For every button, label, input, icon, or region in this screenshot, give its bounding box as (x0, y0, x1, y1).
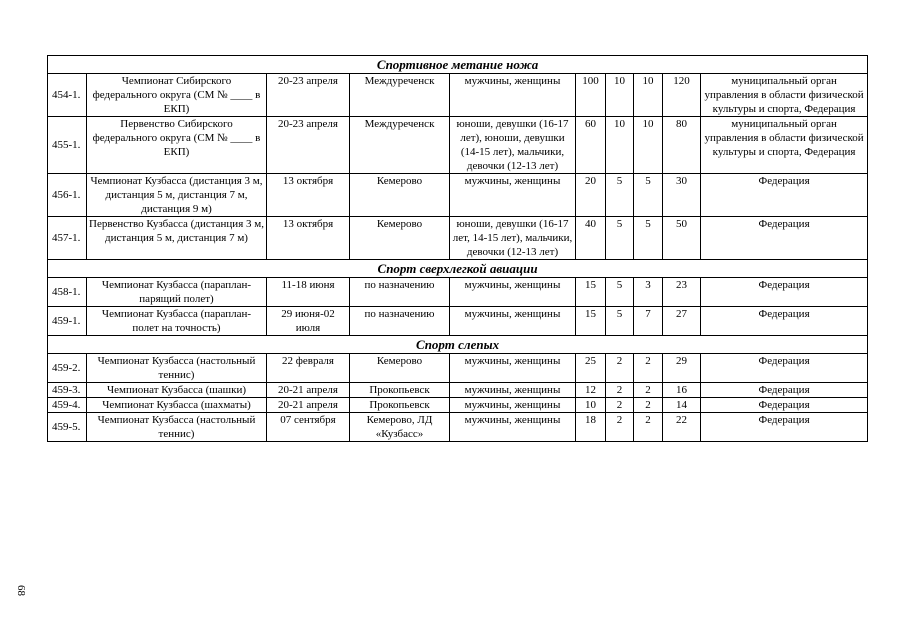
event-place: Прокопьевск (350, 398, 450, 413)
count-athletes: 18 (576, 413, 606, 442)
organizer: Федерация (701, 278, 868, 307)
participants: юноши, девушки (16-17 лет, 14-15 лет), мальчики, девочки (12-13 лет) (450, 217, 576, 260)
event-date: 07 сентября (267, 413, 350, 442)
count-judges: 5 (606, 307, 634, 336)
count-total: 80 (663, 117, 701, 174)
table-row (48, 413, 868, 442)
table-row (48, 383, 868, 398)
count-athletes: 15 (576, 307, 606, 336)
organizer: Федерация (701, 413, 868, 442)
section-title: Спортивное метание ножа (48, 56, 868, 74)
event-name: Первенство Кузбасса (дистанция 3 м, дистанция 5 м, дистанция 7 м) (87, 217, 267, 260)
row-number: 458-1. (48, 278, 87, 307)
row-number: 454-1. (48, 74, 87, 117)
row-number: 457-1. (48, 217, 87, 260)
row-number: 459-2. (48, 354, 87, 383)
count-athletes: 25 (576, 354, 606, 383)
event-date: 11-18 июня (267, 278, 350, 307)
participants: юноши, девушки (16-17 лет), юноши, девушки (14-15 лет), мальчики, девочки (12-13 лет) (450, 117, 576, 174)
event-name: Чемпионат Сибирского федерального округа (СМ № ____ в ЕКП) (87, 74, 267, 117)
count-athletes: 60 (576, 117, 606, 174)
count-athletes: 10 (576, 398, 606, 413)
table-row (48, 354, 868, 383)
participants: мужчины, женщины (450, 278, 576, 307)
count-total: 22 (663, 413, 701, 442)
count-officials: 2 (634, 383, 663, 398)
row-number: 459-5. (48, 413, 87, 442)
count-officials: 5 (634, 174, 663, 217)
count-judges: 2 (606, 398, 634, 413)
table-row (48, 174, 868, 217)
count-judges: 2 (606, 354, 634, 383)
organizer: Федерация (701, 383, 868, 398)
event-date: 20-21 апреля (267, 383, 350, 398)
section-header-row (48, 336, 868, 354)
count-total: 30 (663, 174, 701, 217)
event-place: Междуреченск (350, 117, 450, 174)
page-number: 68 (15, 585, 27, 596)
event-name: Чемпионат Кузбасса (настольный теннис) (87, 413, 267, 442)
section-title: Спорт сверхлегкой авиации (48, 260, 868, 278)
event-place: Кемерово, ЛД «Кузбасс» (350, 413, 450, 442)
event-place: Кемерово (350, 174, 450, 217)
organizer: Федерация (701, 307, 868, 336)
count-total: 23 (663, 278, 701, 307)
section-header-row (48, 260, 868, 278)
event-date: 13 октября (267, 217, 350, 260)
section-title: Спорт слепых (48, 336, 868, 354)
table-row (48, 117, 868, 174)
event-name: Чемпионат Кузбасса (дистанция 3 м, дистанция 5 м, дистанция 7 м, дистанция 9 м) (87, 174, 267, 217)
participants: мужчины, женщины (450, 307, 576, 336)
participants: мужчины, женщины (450, 413, 576, 442)
participants: мужчины, женщины (450, 74, 576, 117)
count-total: 27 (663, 307, 701, 336)
event-place: Кемерово (350, 217, 450, 260)
participants: мужчины, женщины (450, 174, 576, 217)
count-officials: 3 (634, 278, 663, 307)
count-athletes: 40 (576, 217, 606, 260)
count-athletes: 100 (576, 74, 606, 117)
event-name: Чемпионат Кузбасса (шашки) (87, 383, 267, 398)
count-judges: 10 (606, 117, 634, 174)
event-name: Чемпионат Кузбасса (настольный теннис) (87, 354, 267, 383)
count-athletes: 15 (576, 278, 606, 307)
event-name: Первенство Сибирского федерального округа (СМ № ____ в ЕКП) (87, 117, 267, 174)
count-judges: 5 (606, 174, 634, 217)
count-judges: 5 (606, 278, 634, 307)
event-name: Чемпионат Кузбасса (шахматы) (87, 398, 267, 413)
count-judges: 2 (606, 383, 634, 398)
event-place: по назначению (350, 278, 450, 307)
count-total: 16 (663, 383, 701, 398)
event-place: Междуреченск (350, 74, 450, 117)
count-total: 120 (663, 74, 701, 117)
event-date: 29 июня-02 июля (267, 307, 350, 336)
event-date: 20-23 апреля (267, 74, 350, 117)
participants: мужчины, женщины (450, 398, 576, 413)
count-total: 29 (663, 354, 701, 383)
count-athletes: 12 (576, 383, 606, 398)
event-date: 20-23 апреля (267, 117, 350, 174)
organizer: Федерация (701, 398, 868, 413)
events-table (47, 55, 868, 442)
organizer: Федерация (701, 174, 868, 217)
event-place: Прокопьевск (350, 383, 450, 398)
event-place: Кемерово (350, 354, 450, 383)
event-date: 13 октября (267, 174, 350, 217)
table-row (48, 398, 868, 413)
event-name: Чемпионат Кузбасса (параплан-полет на точность) (87, 307, 267, 336)
count-officials: 10 (634, 74, 663, 117)
count-officials: 10 (634, 117, 663, 174)
schedule-sheet (47, 55, 867, 442)
row-number: 455-1. (48, 117, 87, 174)
row-number: 459-3. (48, 383, 87, 398)
count-total: 14 (663, 398, 701, 413)
count-officials: 2 (634, 398, 663, 413)
event-date: 20-21 апреля (267, 398, 350, 413)
organizer: Федерация (701, 354, 868, 383)
organizer: муниципальный орган управления в области физической культуры и спорта, Федерация (701, 117, 868, 174)
row-number: 459-4. (48, 398, 87, 413)
count-judges: 10 (606, 74, 634, 117)
event-name: Чемпионат Кузбасса (параплан-парящий полет) (87, 278, 267, 307)
count-judges: 5 (606, 217, 634, 260)
organizer: муниципальный орган управления в области физической культуры и спорта, Федерация (701, 74, 868, 117)
event-date: 22 февраля (267, 354, 350, 383)
count-athletes: 20 (576, 174, 606, 217)
table-row (48, 278, 868, 307)
row-number: 459-1. (48, 307, 87, 336)
table-row (48, 217, 868, 260)
row-number: 456-1. (48, 174, 87, 217)
participants: мужчины, женщины (450, 354, 576, 383)
count-officials: 2 (634, 354, 663, 383)
count-officials: 2 (634, 413, 663, 442)
table-row (48, 307, 868, 336)
event-place: по назначению (350, 307, 450, 336)
table-row (48, 74, 868, 117)
participants: мужчины, женщины (450, 383, 576, 398)
events-table-body (48, 56, 868, 442)
count-officials: 7 (634, 307, 663, 336)
count-officials: 5 (634, 217, 663, 260)
count-total: 50 (663, 217, 701, 260)
organizer: Федерация (701, 217, 868, 260)
section-header-row (48, 56, 868, 74)
count-judges: 2 (606, 413, 634, 442)
